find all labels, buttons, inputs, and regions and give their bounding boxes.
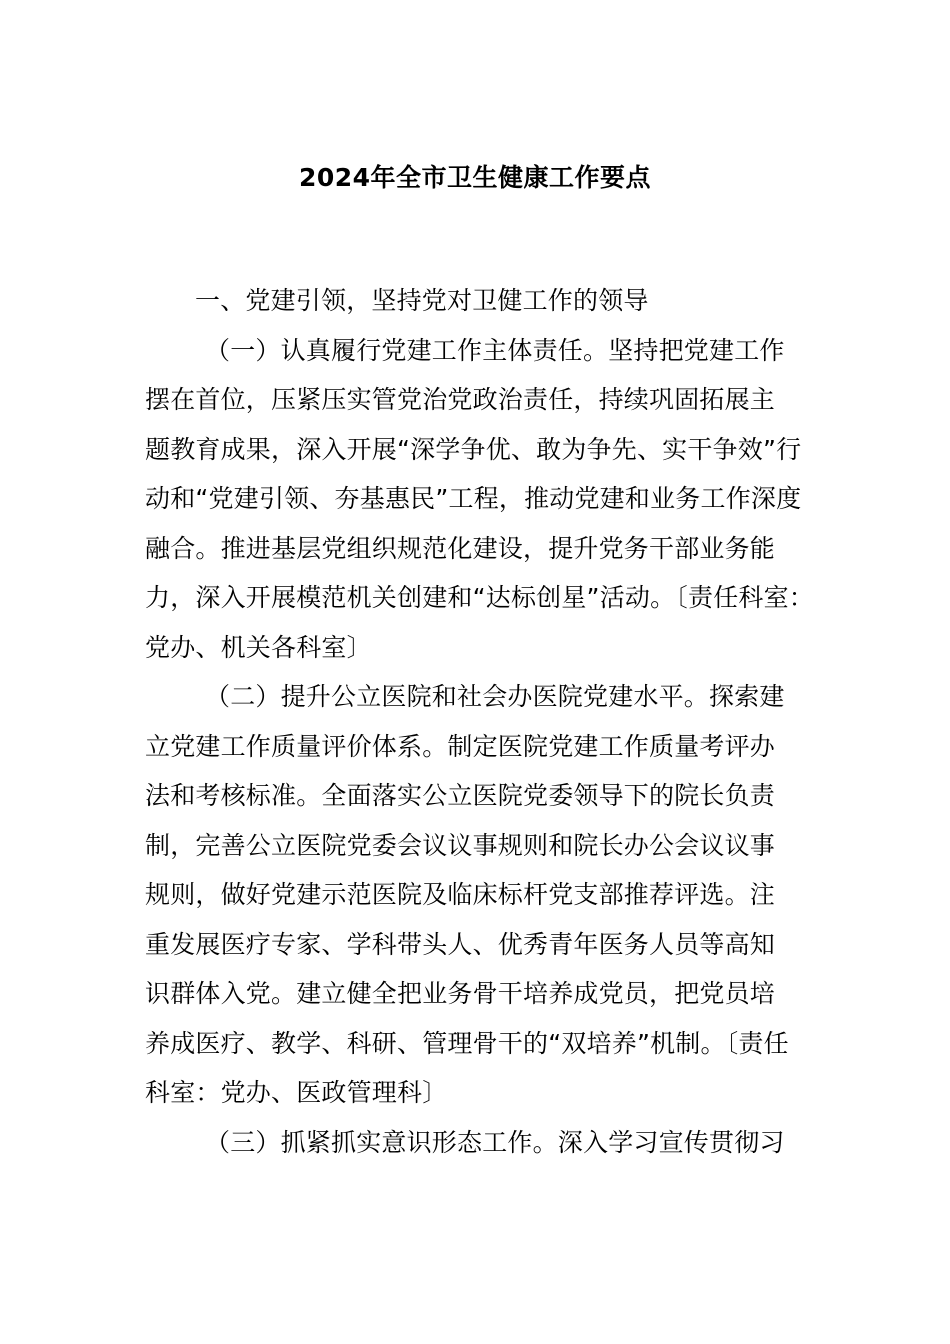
paragraph-line: 法和考核标准。全面落实公立医院党委领导下的院长负责 xyxy=(145,781,776,810)
paragraph-line: 立党建工作质量评价体系。制定医院党建工作质量考评办 xyxy=(145,731,776,761)
paragraph-line: （一）认真履行党建工作主体责任。坚持把党建工作 xyxy=(205,335,785,365)
paragraph-line: 动和“党建引领、夯基惠民”工程，推动党建和业务工作深度 xyxy=(145,484,802,513)
document-title: 2024年全市卫生健康工作要点 xyxy=(298,163,652,192)
section-heading: 一、党建引领，坚持党对卫健工作的领导 xyxy=(195,286,649,315)
document-body xyxy=(145,283,815,1174)
paragraph-line: 题教育成果，深入开展“深学争优、敢为争先、实干争效”行 xyxy=(145,434,802,464)
paragraph-line: 养成医疗、教学、科研、管理骨干的“双培养”机制。〔责任 xyxy=(145,1028,789,1058)
paragraph-line: 摆在首位，压紧压实管党治党政治责任，持续巩固拓展主 xyxy=(145,385,776,414)
paragraph-line: 党办、机关各科室〕 xyxy=(145,632,372,662)
paragraph-line: 制，完善公立医院党委会议议事规则和院长办公会议议事 xyxy=(145,830,776,860)
paragraph-line: （二）提升公立医院和社会办医院党建水平。探索建 xyxy=(205,682,785,711)
paragraph-line: 识群体入党。建立健全把业务骨干培养成党员，把党员培 xyxy=(145,979,776,1008)
paragraph-line: 规则，做好党建示范医院及临床标杆党支部推荐评选。注 xyxy=(145,880,776,909)
paragraph-line: 科室：党办、医政管理科〕 xyxy=(145,1078,448,1107)
paragraph-line: 重发展医疗专家、学科带头人、优秀青年医务人员等高知 xyxy=(145,929,776,959)
paragraph-line: （三）抓紧抓实意识形态工作。深入学习宣传贯彻习 xyxy=(205,1127,785,1157)
paragraph-line: 力，深入开展模范机关创建和“达标创星”活动。〔责任科室： xyxy=(145,583,815,612)
paragraph-line: 融合。推进基层党组织规范化建设，提升党务干部业务能 xyxy=(145,533,776,563)
